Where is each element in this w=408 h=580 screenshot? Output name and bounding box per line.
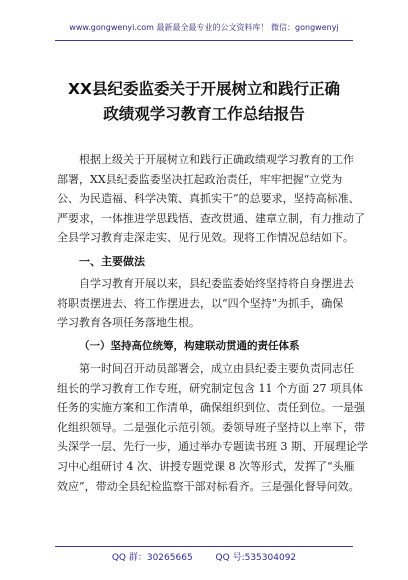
section-heading: 一、主要做法: [79, 255, 145, 268]
subsection-line: 化组织领导。二是强化示范引领。委领导班子坚持以上率下，带: [57, 420, 365, 434]
subsection-line: 任务的实施方案和工作清单，确保组织到位、责任到位。一是强: [57, 401, 365, 415]
subsection-line: 头深学一层、先行一步，通过举办专题读书班 3 期、开展理论学: [57, 440, 368, 454]
page-header: www.gongwenyi.com 最新最全最专业的公文资料库！ 微信：gongwenyj: [69, 23, 339, 32]
section-paragraph: [57, 274, 357, 333]
subsection-line: 习中心组研讨 4 次、讲授专题党课 8 次等形式，发挥了“头雁: [57, 459, 355, 473]
document-title-line-2: 政绩观学习教育工作总结报告: [103, 105, 305, 123]
intro-line: 公、为民造福、科学决策、真抓实干”的总要求，坚持高标准、: [57, 192, 360, 206]
intro-line: 根据上级关于开展树立和践行正确政绩观学习教育的工作: [79, 153, 354, 166]
page-footer: [0, 550, 408, 563]
section-line: 学习教育各项任务落地生根。: [57, 316, 200, 330]
subsection-line: 第一时间召开动员部署会，成立由县纪委主要负责同志任: [79, 362, 354, 375]
footer-qq-number: QQ 号:535304092: [215, 553, 297, 563]
header-divider: [55, 40, 353, 41]
subsection-paragraph: [57, 359, 368, 496]
subsection-line: 效应”，带动全县纪检监察干部对标看齐。三是强化督导问效。: [57, 479, 360, 493]
intro-paragraph: [57, 150, 365, 248]
intro-line: 严要求，一体推进学思践悟、查改贯通、建章立制，有力推动了: [57, 211, 365, 225]
section-line: 将职责摆进去、将工作摆进去，以“四个坚持”为抓手，确保: [57, 296, 344, 310]
section-line: 自学习教育开展以来，县纪委监委始终坚持将自身摆进去: [79, 277, 354, 290]
subsection-heading: （一）坚持高位统筹，构建联动贯通的责任体系: [79, 340, 300, 352]
document-title-line-1: XX县纪委监委关于开展树立和践行正确: [68, 80, 340, 98]
footer-divider: [55, 546, 353, 547]
intro-line: 全县学习教育走深走实、见行见效。现将工作情况总结如下。: [57, 231, 354, 245]
subsection-line: 组长的学习教育工作专班，研究制定包含 11 个方面 27 项具体: [57, 381, 363, 395]
intro-line: 部署，XX县纪委监委坚决扛起政治责任，牢牢把握“立党为: [57, 172, 343, 186]
footer-qq-group: QQ 群：30265665: [111, 553, 193, 563]
